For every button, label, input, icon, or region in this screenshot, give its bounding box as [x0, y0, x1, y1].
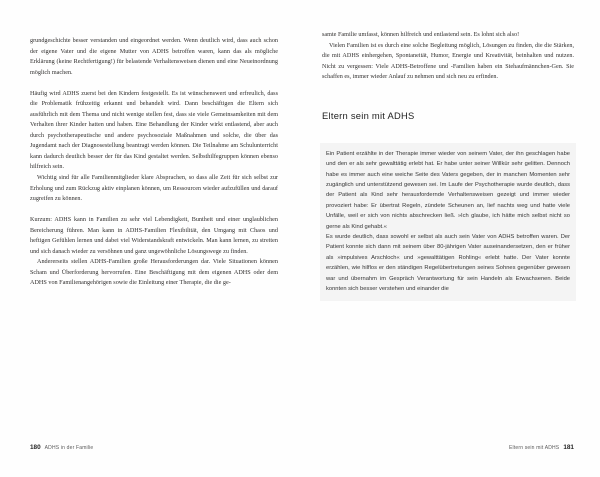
- paragraph: Ein Patient erzählte in der Therapie immer wieder von seinem Vater, der ihn geschlagen habe und den er als sehr gewalttätig erlebt hat. Er habe unter seiner Willkür sehr gelitten. Dennoch habe es immer auch eine weiche Seite des Vaters gegeben, der in manchen Momenten sehr zugänglich und unterstützend gewesen sei. Im Laufe der Psychotherapie wurde deutlich, dass der Patient als Kind sehr herausfordernde Verhaltensweisen gezeigt und immer wieder provoziert habe: Er übertrat Regeln, zündete Scheunen an, lief nachts weg und hatte viele Unfälle, weil er sich von nichts abschrecken ließ. »Ich glaube, ich hätte mich selbst nicht so gerne als Kind gehabt.«: [326, 150, 570, 230]
- paragraph: Kurzum: ADHS kann in Familien zu sehr viel Lebendigkeit, Buntheit und einer unglaublichen Bereicherung führen. Man kann in ADHS-Familien Flexibilität, den Umgang mit Chaos und heftigen Gefühlen lernen und dabei viel Widerstandskraft entwickeln. Man kann lernen, zu streiten und sich danach wieder zu versöhnen und ganz ungewöhnliche Lösungswege zu finden.: [30, 216, 278, 255]
- page-number: 181: [563, 444, 574, 451]
- paragraph: Häufig wird ADHS zuerst bei den Kindern festgestellt. Es ist wünschenswert und erfreulich, dass die Problematik frühzeitig erkannt und behandelt wird. Dann beschäftigen die Eltern sich ausführlich mit dem Thema und nicht wenige stellen fest, dass sie viele Gemeinsamkeiten mit dem Verhalten ihrer Kinder hatten und haben. Eine Behandlung der Kinder wirkt entlastend, aber auch durch psychotherapeutische und andere psychosoziale Maßnahmen und solche, die über das Jugendamt nach der Diagnosestellung beantragt werden können. Die Teilnahme am Schulunterricht kann dadurch deutlich besser der für das Kind gestaltet werden. Selbsthilfegruppen können ebenso hilfreich sein.: [30, 90, 278, 171]
- case-study-text: [326, 149, 570, 295]
- left-page-footer: [30, 444, 93, 451]
- paragraph: Wichtig sind für alle Familienmitglieder klare Absprachen, so dass alle Zeit für sich selbst zur Erholung und zum Rückzug aktiv einplanen können, um Ressourcen wieder aufzufüllen und darauf zugreifen zu können.: [30, 174, 278, 203]
- right-page: [300, 0, 600, 477]
- right-page-body: [322, 30, 574, 83]
- paragraph: Vielen Familien ist es durch eine solche Begleitung möglich, Lösungen zu finden, die die Stärken, die mit ADHS einhergehen, Spontaneität, Humor, Energie und Kreativität, beinhalten und nutzen. Nicht zu vergessen: Viele ADHS-Betroffene und -Familien haben ein Stehaufmännchen-Gen. Sie schaffen es, immer wieder Anlauf zu nehmen und sich neu zu erfinden.: [322, 42, 574, 81]
- paragraph: samte Familie umfasst, können hilfreich und entlastend sein. Es lohnt sich also!: [322, 32, 520, 38]
- heading-spacer-top: [322, 83, 574, 110]
- case-study-box: [320, 143, 576, 302]
- running-head: ADHS in der Familie: [44, 445, 94, 451]
- heading-spacer-bottom: [322, 121, 574, 143]
- right-page-footer: [509, 444, 574, 451]
- running-head: Eltern sein mit ADHS: [509, 445, 560, 451]
- paragraph: Es wurde deutlich, dass sowohl er selbst als auch sein Vater von ADHS betroffen waren. Der Patient konnte sich dann mit seinem über 80-jährigen Vater auseinandersetzen, den er früher als »impulsives Arschloch« und »gewalttätigen Rohling« erlebt hatte. Der Vater konnte erzählen, wie hilflos er den ständigen Regelübertretungen seines Sohnes gegenüber gewesen war und übernahm im Gespräch Verantwortung für sein Handeln als Erwachsenen. Beide konnten sich besser verstehen und einander die: [326, 233, 570, 293]
- paragraph: Andererseits stellen ADHS-Familien große Herausforderungen dar. Viele Situationen können Scham und Überforderung hervorrufen. Eine Beschäftigung mit dem eigenen ADHS oder dem ADHS von Familienangehörigen sowie die Einleitung einer Therapie, die die ge-: [30, 259, 278, 287]
- page-number: 180: [30, 444, 41, 451]
- left-page-body: [30, 36, 278, 289]
- section-heading: Eltern sein mit ADHS: [322, 109, 415, 121]
- paragraph: grundgeschichte besser verstanden und eingeordnet werden. Wenn deutlich wird, dass auch schon der eigene Vater und die eigene Mutter von ADHS betroffen waren, kann das als mögliche Erklärung (keine Rechtfertigung!) für belastende Verhaltensweisen dienen und eine Neueinordnung möglich machen.: [30, 38, 278, 76]
